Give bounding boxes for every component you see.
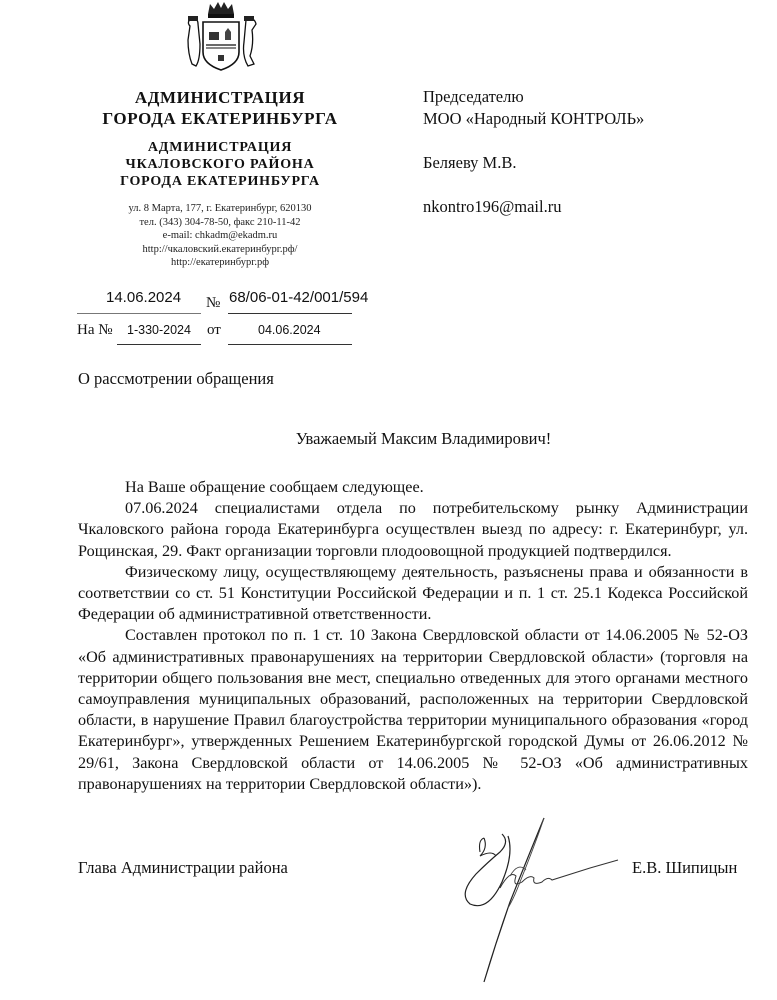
recipient-organization: МОО «Народный КОНТРОЛЬ» [423,109,645,128]
body-paragraph: Физическому лицу, осуществляющему деятельность, разъяснены права и обязанности в соответствии со ст. 51 Конституции Российской Федерации и п. 1 ст. 25.1 Кодекса Российской Федерации об административной ответственности. [78,562,748,624]
org-line-1: АДМИНИСТРАЦИЯ [134,88,306,107]
letter-body [78,477,748,795]
number-underline [228,313,352,314]
website-city[interactable]: http://екатеринбург.рф [170,257,270,268]
recipient-name: Беляеву М.В. [423,153,517,172]
coat-of-arms-emblem [178,0,264,76]
handwritten-signature [440,812,620,992]
email[interactable]: e-mail: chkadm@ekadm.ru [162,230,278,241]
number-label: № [206,295,221,311]
outgoing-number: 68/06-01-42/001/594 [229,289,369,306]
signatory-title: Глава Администрации района [78,858,288,877]
reference-label: На № [77,322,113,338]
address: ул. 8 Марта, 177, г. Екатеринбург, 620130 [128,203,312,214]
recipient-position: Председателю [423,87,524,106]
sub-org-line-1: АДМИНИСТРАЦИЯ [147,140,293,155]
letter-subject: О рассмотрении обращения [78,369,274,388]
reference-date: 04.06.2024 [258,323,321,337]
date-underline [77,313,201,314]
reference-number-underline [117,344,201,345]
sub-org-header [80,139,360,190]
sub-org-line-2: ЧКАЛОВСКОГО РАЙОНА [125,157,315,172]
reference-from-label: от [207,322,221,338]
contact-block [80,202,360,270]
org-header [80,87,360,129]
greeting: Уважаемый Максим Владимирович! [295,429,552,448]
reference-number: 1-330-2024 [127,323,191,337]
body-paragraph: 07.06.2024 специалистами отдела по потребительскому рынку Администрации Чкаловского района города Екатеринбурга осуществлен выезд по адресу: г. Екатеринбург, ул. Рощинская, 29. Факт организации торговли плодоовощной продукцией подтвердился. [78,499,748,560]
outgoing-date: 14.06.2024 [106,289,182,306]
recipient-email[interactable]: nkontro196@mail.ru [423,197,562,216]
body-paragraph: Составлен протокол по п. 1 ст. 10 Закона Свердловской области от 14.06.2005 № 52-ОЗ «Об административных правонарушениях на территории Свердловской области» (торговля на территории общего пользования вне мест, специально отведенных для этого органами местного самоуправления муниципальных образований, расположенных на территории Свердловской области, в нарушение Правил благоустройства территории муниципального образования «город Екатеринбург», утвержденных Решением Екатеринбургской городской Думы от 26.06.2012 № 29/61, Закона Свердловской области от 14.06.2005 № 52-ОЗ «Об административных правонарушениях на территории Свердловской области»). [78,626,748,793]
body-paragraph: На Ваше обращение сообщаем следующее. [125,478,424,496]
phone: тел. (343) 304-78-50, факс 210-11-42 [139,216,301,228]
website-district[interactable]: http://чкаловский.екатеринбург.рф/ [142,243,298,255]
org-line-2: ГОРОДА ЕКАТЕРИНБУРГА [102,109,338,128]
signatory-name: Е.В. Шипицын [632,858,738,877]
sub-org-line-3: ГОРОДА ЕКАТЕРИНБУРГА [120,174,320,189]
recipient-block [423,86,644,218]
reference-date-underline [228,344,352,345]
